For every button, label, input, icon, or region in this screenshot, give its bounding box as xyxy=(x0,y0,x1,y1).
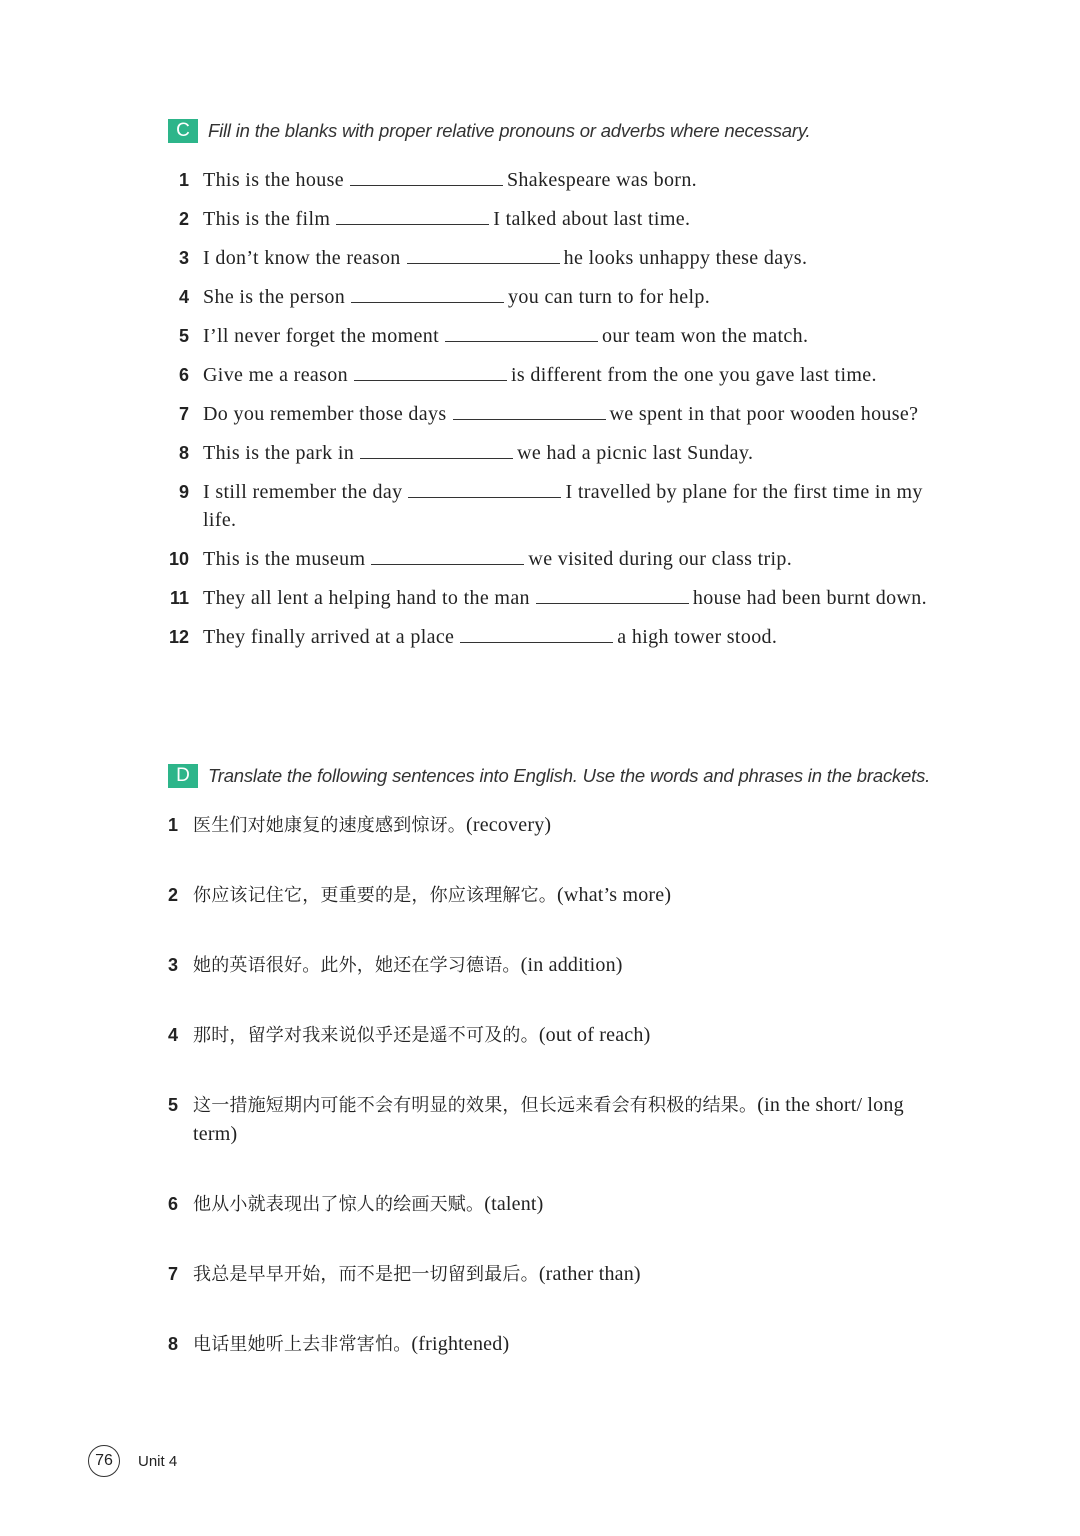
item-number: 9 xyxy=(178,482,189,502)
item-number: 7 xyxy=(168,1264,179,1284)
translation-sentence xyxy=(193,881,938,910)
unit-label: Unit 4 xyxy=(138,1452,178,1470)
hint-phrase: (in addition) xyxy=(520,954,623,976)
item-number: 8 xyxy=(168,1334,179,1354)
item-sentence xyxy=(203,244,938,272)
sentence-after-blank: is different from the one you gave last time. xyxy=(511,364,877,386)
sentence-after-blank: we visited during our class trip. xyxy=(528,548,793,570)
item-sentence xyxy=(203,205,938,233)
item-number: 11 xyxy=(169,588,189,608)
exercise-item xyxy=(168,361,938,389)
item-number: 7 xyxy=(178,404,189,424)
translation-item xyxy=(168,1021,938,1050)
item-number: 12 xyxy=(168,627,189,647)
section-c-header xyxy=(168,118,938,144)
exercise-item xyxy=(168,400,938,428)
sentence-after-blank: I talked about last time. xyxy=(493,208,691,230)
hint-phrase: (rather than) xyxy=(538,1263,641,1285)
item-number: 5 xyxy=(168,1095,179,1115)
translation-item xyxy=(168,811,938,840)
translation-item xyxy=(168,1190,938,1219)
hint-phrase: (what’s more) xyxy=(557,884,672,906)
sentence-after-blank: house had been burnt down. xyxy=(692,587,927,609)
sentence-before-blank: This is the house xyxy=(203,169,344,191)
translation-item xyxy=(168,951,938,980)
hint-phrase: (talent) xyxy=(484,1193,544,1215)
translation-sentence xyxy=(193,951,938,980)
sentence-before-blank: Give me a reason xyxy=(203,364,348,386)
sentence-before-blank: They finally arrived at a place xyxy=(203,626,455,648)
section-d-letter-badge: D xyxy=(168,764,198,788)
exercise-item xyxy=(168,623,938,651)
item-number: 10 xyxy=(168,549,189,569)
exercise-item xyxy=(168,283,938,311)
section-c xyxy=(168,118,938,662)
translation-sentence xyxy=(193,1091,938,1149)
item-number: 3 xyxy=(168,955,179,975)
chinese-sentence: 这一措施短期内可能不会有明显的效果，但长远来看会有积极的结果。 xyxy=(193,1095,758,1116)
hint-phrase: (frightened) xyxy=(411,1333,510,1355)
sentence-before-blank: I’ll never forget the moment xyxy=(203,325,440,347)
translation-sentence xyxy=(193,1260,938,1289)
page-footer xyxy=(88,1445,177,1477)
item-number: 4 xyxy=(168,1025,179,1045)
section-c-exercise-list xyxy=(168,166,938,651)
hint-phrase: (in the short/ long term) xyxy=(193,1094,904,1145)
section-d-header xyxy=(168,763,938,789)
chinese-sentence: 她的英语很好。此外，她还在学习德语。 xyxy=(193,955,521,976)
item-number: 3 xyxy=(178,248,189,268)
sentence-after-blank: you can turn to for help. xyxy=(508,286,711,308)
section-d-exercise-list xyxy=(168,811,938,1359)
item-number: 8 xyxy=(178,443,189,463)
answer-blank[interactable] xyxy=(360,440,513,459)
sentence-before-blank: I still remember the day xyxy=(203,481,403,503)
exercise-item xyxy=(168,166,938,194)
item-sentence xyxy=(203,439,938,467)
hint-phrase: (out of reach) xyxy=(538,1024,651,1046)
chinese-sentence: 我总是早早开始，而不是把一切留到最后。 xyxy=(193,1264,539,1285)
translation-sentence xyxy=(193,811,938,840)
answer-blank[interactable] xyxy=(407,245,560,264)
item-number: 2 xyxy=(178,209,189,229)
sentence-before-blank: She is the person xyxy=(203,286,346,308)
item-number: 6 xyxy=(178,365,189,385)
translation-item xyxy=(168,1260,938,1289)
section-d-instruction: Translate the following sentences into English. Use the words and phrases in the brackets. xyxy=(208,765,931,786)
sentence-before-blank: I don’t know the reason xyxy=(203,247,401,269)
translation-sentence xyxy=(193,1021,938,1050)
item-number: 1 xyxy=(168,815,179,835)
answer-blank[interactable] xyxy=(336,206,489,225)
item-sentence xyxy=(203,400,938,428)
sentence-after-blank: I travelled by plane for the first time in my life. xyxy=(203,481,923,531)
exercise-item xyxy=(168,545,938,573)
item-sentence xyxy=(203,322,938,350)
sentence-before-blank: This is the film xyxy=(203,208,331,230)
section-d xyxy=(168,763,938,1400)
sentence-after-blank: we had a picnic last Sunday. xyxy=(517,442,754,464)
page-number: 76 xyxy=(95,1452,113,1469)
sentence-before-blank: This is the park in xyxy=(203,442,355,464)
translation-item xyxy=(168,1091,938,1149)
sentence-before-blank: This is the museum xyxy=(203,548,366,570)
answer-blank[interactable] xyxy=(445,323,598,342)
item-sentence xyxy=(203,584,938,612)
exercise-item xyxy=(168,478,938,534)
section-c-letter-badge: C xyxy=(168,119,198,143)
item-sentence xyxy=(203,283,938,311)
item-number: 5 xyxy=(178,326,189,346)
exercise-item xyxy=(168,244,938,272)
item-sentence xyxy=(203,166,938,194)
answer-blank[interactable] xyxy=(371,546,524,565)
item-number: 1 xyxy=(178,170,189,190)
item-sentence xyxy=(203,478,938,534)
item-sentence xyxy=(203,361,938,389)
translation-sentence xyxy=(193,1330,938,1359)
translation-item xyxy=(168,1330,938,1359)
chinese-sentence: 你应该记住它，更重要的是，你应该理解它。 xyxy=(193,885,557,906)
chinese-sentence: 那时，留学对我来说似乎还是遥不可及的。 xyxy=(193,1025,539,1046)
exercise-item xyxy=(168,322,938,350)
answer-blank[interactable] xyxy=(536,585,689,604)
sentence-after-blank: we spent in that poor wooden house? xyxy=(609,403,919,425)
answer-blank[interactable] xyxy=(354,362,507,381)
answer-blank[interactable] xyxy=(351,284,504,303)
answer-blank[interactable] xyxy=(453,401,606,420)
sentence-after-blank: a high tower stood. xyxy=(617,626,778,648)
sentence-after-blank: Shakespeare was born. xyxy=(506,169,698,191)
item-number: 4 xyxy=(178,287,189,307)
sentence-after-blank: he looks unhappy these days. xyxy=(563,247,808,269)
chinese-sentence: 电话里她听上去非常害怕。 xyxy=(193,1334,412,1355)
answer-blank[interactable] xyxy=(460,624,613,643)
translation-item xyxy=(168,881,938,910)
answer-blank[interactable] xyxy=(408,479,561,498)
exercise-item xyxy=(168,439,938,467)
sentence-before-blank: They all lent a helping hand to the man xyxy=(203,587,530,609)
item-sentence xyxy=(203,623,938,651)
hint-phrase: (recovery) xyxy=(466,814,552,836)
exercise-item xyxy=(168,205,938,233)
sentence-before-blank: Do you remember those days xyxy=(203,403,447,425)
chinese-sentence: 他从小就表现出了惊人的绘画天赋。 xyxy=(193,1194,485,1215)
item-number: 6 xyxy=(168,1194,179,1214)
section-c-instruction: Fill in the blanks with proper relative pronouns or adverbs where necessary. xyxy=(208,120,811,141)
exercise-item xyxy=(168,584,938,612)
item-sentence xyxy=(203,545,938,573)
chinese-sentence: 医生们对她康复的速度感到惊讶。 xyxy=(193,815,466,836)
page-number-badge xyxy=(88,1445,120,1477)
sentence-after-blank: our team won the match. xyxy=(602,325,809,347)
translation-sentence xyxy=(193,1190,938,1219)
item-number: 2 xyxy=(168,885,179,905)
answer-blank[interactable] xyxy=(350,167,503,186)
